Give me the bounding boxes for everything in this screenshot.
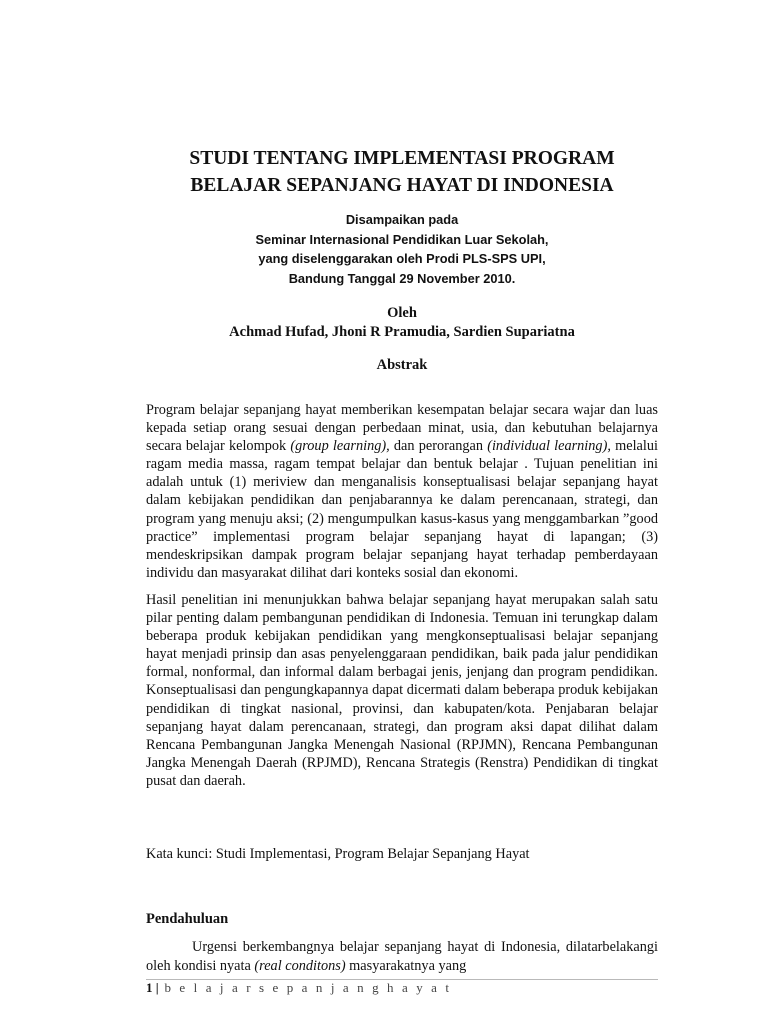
running-title: b e l a j a r s e p a n j a n g h a y a t bbox=[164, 980, 452, 995]
by-label: Oleh bbox=[387, 305, 417, 321]
abstract-p1-text-c: dan perorangan bbox=[389, 438, 488, 455]
abstract-paragraph-1 bbox=[146, 401, 658, 582]
abstract-heading: Abstrak bbox=[376, 357, 428, 373]
abstract-p1-text-e: melalui ragam media massa, ragam tempat belajar dan bentuk belajar . Tujuan penelitian ini adalah untuk (1) meriview dan menganalisis konseptualisasi belajar sepanjang hayat dalam kebijakan pendidikan dan penjabarannya ke dalam perencanaan, strategi, dan program yang menuju aksi; (2) mengumpulkan kasus-kasus yang menggambarkan ”good practice” implementasi program belajar sepanjang hayat di lapangan; (3) mendeskripsikan dampak program belajar sepanjang hayat terhadap pemberdayaan individu dan masyarakat dilihat dari konteks sosial dan ekonomi. bbox=[146, 438, 658, 581]
intro-text-a: Urgensi berkembangnya belajar sepanjang hayat di Indonesia, dilatarbelakangi oleh kondisi nyata bbox=[146, 939, 658, 974]
page-footer bbox=[146, 979, 658, 996]
abstract-body bbox=[146, 401, 658, 799]
authors: Achmad Hufad, Jhoni R Pramudia, Sardien Supariatna bbox=[229, 324, 575, 340]
abstract-p1-text-a: Program belajar sepanjang hayat memberikan kesempatan belajar secara wajar dan luas kepada setiap orang sesuai dengan perbedaan minat, usia, dan kebutuhan belajarnya secara belajar kelompok bbox=[146, 402, 658, 455]
authorship bbox=[100, 304, 704, 342]
title-line-2: BELAJAR SEPANJANG HAYAT DI INDONESIA bbox=[190, 175, 614, 196]
intro-text-c: masyarakatnya yang bbox=[345, 957, 467, 974]
section-heading: Pendahuluan bbox=[146, 911, 229, 927]
abstract-p1-italic-individual: (individual learning), bbox=[487, 438, 611, 455]
title-line-1: STUDI TENTANG IMPLEMENTASI PROGRAM bbox=[189, 148, 615, 169]
presented-line-1: Disampaikan pada bbox=[345, 212, 459, 227]
presented-line-2: Seminar Internasional Pendidikan Luar Sekolah, bbox=[255, 231, 549, 247]
presentation-info bbox=[100, 210, 704, 288]
keywords: Kata kunci: Studi Implementasi, Program Belajar Sepanjang Hayat bbox=[146, 846, 530, 862]
document-title bbox=[100, 145, 704, 199]
abstract-p1-italic-group: (group learning), bbox=[290, 438, 390, 455]
intro-italic: (real conditons) bbox=[254, 957, 346, 974]
page-number: 1 | bbox=[146, 980, 159, 995]
intro-paragraph bbox=[146, 938, 658, 975]
abstract-paragraph-2: Hasil penelitian ini menunjukkan bahwa belajar sepanjang hayat merupakan salah satu pilar penting dalam pembangunan pendidikan di Indonesia. Temuan ini terungkap dalam beberapa produk kebijakan pendidikan yang mengkonseptualisasi belajar sepanjang hayat menjadi prinsip dan asas penyelenggaraan pendidikan, baik pada jalur pendidikan formal, nonformal, dan informal dalam berbagai jenis, jenjang dan program pendidikan. Konseptualisasi dan pengungkapannya dapat dicermati dalam beberapa produk kebijakan pendidikan di tingkat nasional, provinsi, dan kabupaten/kota. Penjabaran belajar sepanjang hayat dalam perencanaan, strategi, dan program aksi dapat dilihat dalam Rencana Pembangunan Jangka Menengah Nasional (RPJMN), Rencana Pembangunan Jangka Menengah Daerah (RPJMD), Rencana Strategis (Renstra) Pendidikan di tingkat pusat dan daerah. bbox=[146, 591, 658, 789]
presented-line-3: yang diselenggarakan oleh Prodi PLS-SPS UPI, bbox=[258, 251, 546, 266]
presented-line-4: Bandung Tanggal 29 November 2010. bbox=[288, 270, 516, 286]
